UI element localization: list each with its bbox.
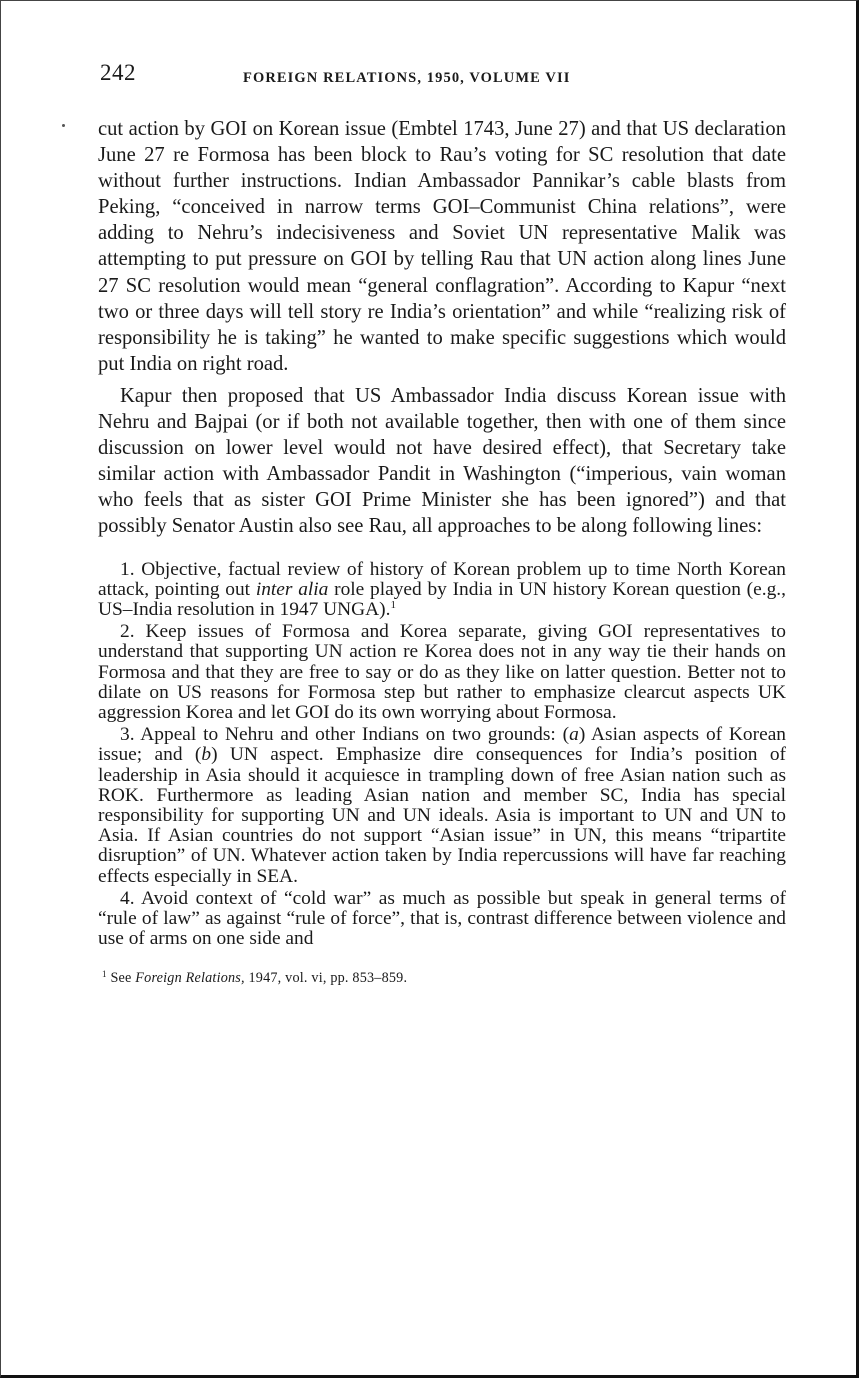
list-item-1-text-b: role played by India in UN history Korean question (e.g., US–India resolution in 1947 UNGA). xyxy=(98,578,786,620)
document-page xyxy=(98,60,786,987)
running-head xyxy=(98,60,786,90)
footnote-suffix: 1947, vol. vi, pp. 853–859. xyxy=(244,970,408,987)
paragraph-1: cut action by GOI on Korean issue (Embtel 1743, June 27) and that US declaration June 27 re Formosa has been block to Rau’s voting for SC resolution that date without further instructions. Indian Ambassador Pannikar’s cable blasts from Peking, “conceived in narrow terms GOI–Communist China relations”, were adding to Nehru’s indecisiveness and Soviet UN representative Malik was attempting to put pressure on GOI by telling Rau that UN action along lines June 27 SC resolution would mean “general conflagration”. According to Kapur “next two or three days will tell story re India’s orientation” and while “realizing risk of responsibility he is taking” he wanted to make specific suggestions which would put India on right road. xyxy=(98,118,786,375)
list-item-3-text-b: ) Asian aspects of Korean issue; and ( xyxy=(98,724,786,766)
footnote-marker: 1 xyxy=(102,969,107,980)
margin-mark xyxy=(62,124,65,127)
running-title: FOREIGN RELATIONS, 1950, VOLUME VII xyxy=(243,70,571,86)
list-item-1-text-a: 1. Objective, factual review of history of Korean problem up to time North Korean attack, pointing out xyxy=(98,558,786,600)
list-item-2: 2. Keep issues of Formosa and Korea separate, giving GOI representatives to understand that supporting UN action re Korea does not in any way tie their hands on Formosa and that they are free to say or do as they like on latter question. Better not to dilate on US reasons for Formosa step but rather to emphasize clearcut aspects UK aggression Korea and let GOI do its own worrying about Formosa. xyxy=(98,621,786,723)
list-item-3-letter-b: b xyxy=(201,744,212,766)
footnote-separator xyxy=(98,949,786,969)
numbered-list xyxy=(98,560,786,950)
page-number: 242 xyxy=(100,60,136,85)
list-item-1 xyxy=(98,560,786,621)
list-item-3-text-c: ) UN aspect. Emphasize dire consequences for India’s position of leadership in Asia should it acquiesce in trampling down of free Asian nation such as ROK. Furthermore as leading Asian nation and member SC, India has special responsibility for supporting UN and UN ideals. Asia is important to UN and UN to Asia. If Asian countries do not support “Asian issue” in UN, this means “tripartite disruption” of UN. Whatever action taken by India repercussions will have far reaching effects especially in SEA. xyxy=(98,744,787,887)
list-item-3-text-a: 3. Appeal to Nehru and other Indians on two grounds: ( xyxy=(120,724,570,746)
footnote xyxy=(98,969,786,987)
paragraph-2: Kapur then proposed that US Ambassador India discuss Korean issue with Nehru and Bajpai (or if both not available together, then with one of them since discussion on lower level would not have desired effect), that Secretary take similar action with Ambassador Pandit in Washington (“imperious, vain woman who feels that as sister GOI Prime Minister she has been ignored”) and that possibly Senator Austin also see Rau, all approaches to be along following lines: xyxy=(98,384,786,538)
footnote-ref: 1 xyxy=(390,598,396,611)
list-item-3 xyxy=(98,725,786,887)
list-item-4: 4. Avoid context of “cold war” as much as possible but speak in general terms of “rule of law” as against “rule of force”, that is, contrast difference between violence and use of arms on one side and xyxy=(98,887,786,950)
footnote-prefix: See xyxy=(106,970,136,987)
body-text xyxy=(98,116,786,540)
list-item-3-letter-a: a xyxy=(569,724,579,746)
footnote-italic-title: Foreign Relations, xyxy=(135,970,245,987)
list-item-1-italic: inter alia xyxy=(255,578,329,600)
